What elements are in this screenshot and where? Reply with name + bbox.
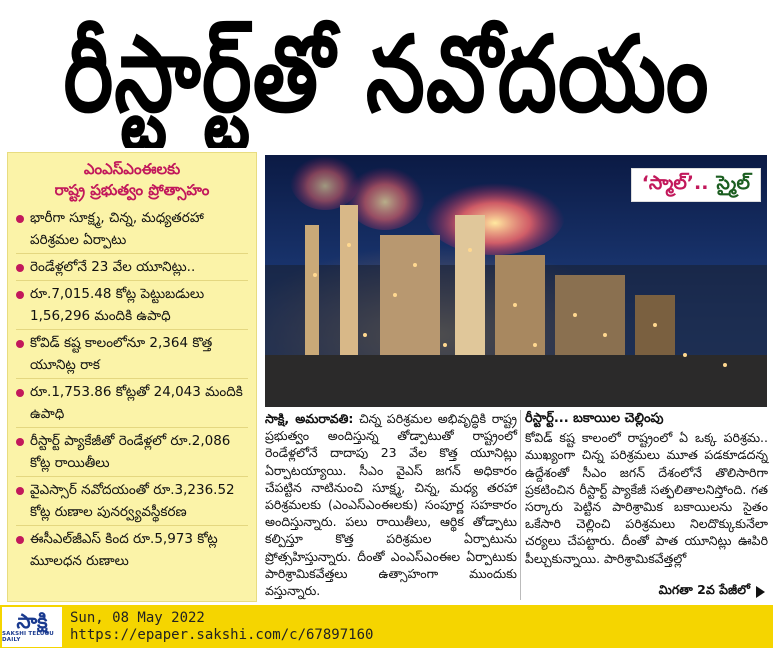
- footer-bar: [0, 605, 773, 648]
- epaper-url[interactable]: https://epaper.sakshi.com/c/67897160: [70, 626, 374, 643]
- highlights-box: [7, 152, 257, 602]
- list-item-text: రెండేళ్లలోనే 23 వేల యూనిట్లు..: [30, 259, 196, 275]
- bullet-icon: [16, 264, 24, 272]
- highlights-title-line1: ఎంఎస్‌ఎంఈలకు: [83, 160, 181, 178]
- dateline: సాక్షి, అమరావతి:: [265, 411, 354, 426]
- headline-text: రీస్టార్ట్‌తో నవోదయం: [63, 12, 710, 136]
- article-right-body: కోవిడ్‌ కష్ట కాలంలో రాష్ట్రంలో ఏ ఒక్క పరిశ్రమ.. ముఖ్యంగా చిన్న పరిశ్రమలు మూత పడకూడదన్న ఉద్దేశంతో సీఎం జగన్‌ దేశంలోనే తొలిసారిగా ప్రకటించిన రీస్టార్ట్‌ ప్యాకేజీ సత్ఫలితాలనిస్తోంది. గత సర్కారు పెట్టిన పారిశ్రామిక బకాయిలను సైతం ఒకేసారి చెల్లించి పరిశ్రమలు నిలదొక్కుకునేలా చర్యలు చేపట్టారు. దీంతో పాత యూనిట్లు ఊపిరి పీల్చుకున్నాయి. పారిశ్రామికవేత్తల్లో: [525, 430, 768, 566]
- list-item-text: రూ.1,753.86 కోట్లతో 24,043 మందికి ఉపాధి: [30, 384, 243, 422]
- list-item-text: రూ.7,015.48 కోట్ల పెట్టుబడులు 1,56,296 మందికి ఉపాధి: [30, 286, 205, 324]
- badge-text-small: ‘స్మాల్‌’..: [641, 171, 709, 194]
- highlights-title: [16, 159, 248, 201]
- bullet-icon: [16, 215, 24, 223]
- list-item-text: ఈసీఎల్‌జీఎస్‌ కింద రూ.5,973 కోట్ల మూలధన రుణాలు: [30, 531, 218, 569]
- highlights-list: [16, 207, 248, 574]
- continued-text: మిగతా 2వ పేజీలో: [658, 582, 750, 597]
- bullet-icon: [16, 389, 24, 397]
- highlights-title-line2: రాష్ట్ర ప్రభుత్వం ప్రోత్సాహం: [54, 181, 210, 199]
- bullet-icon: [16, 340, 24, 348]
- article-right: [525, 410, 768, 567]
- list-item: [16, 430, 248, 477]
- list-item-text: కోవిడ్‌ కష్ట కాలంలోనూ 2,364 కొత్త యూనిట్ల రాక: [30, 335, 213, 373]
- bullet-icon: [16, 291, 24, 299]
- list-item: [16, 479, 248, 526]
- logo-text: సాక్షి: [16, 608, 48, 633]
- play-arrow-icon: [756, 586, 765, 598]
- publication-date: Sun, 08 May 2022: [70, 609, 205, 626]
- list-item: [16, 332, 248, 379]
- list-item-text: భారీగా సూక్ష్మ, చిన్న, మధ్యతరహా పరిశ్రమల ఏర్పాటు: [30, 210, 204, 248]
- photo-caption-badge: [631, 168, 761, 202]
- list-item: [16, 283, 248, 330]
- list-item: [16, 381, 248, 428]
- article-left-body: చిన్న పరిశ్రమల అభివృద్ధికి రాష్ట్ర ప్రభుత్వం అందిస్తున్న తోడ్పాటుతో రాష్ట్రంలో రెండేళ్లలోనే దాదాపు 23 వేల కొత్త యూనిట్లు ఏర్పాటయ్యాయి. సీఎం వైఎస్‌ జగన్‌ అధికారం చేపట్టిన నాటినుంచి సూక్ష్మ, చిన్న, మధ్య తరహా పరిశ్రమలకు (ఎంఎస్‌ఎంఈలకు) సంపూర్ణ సహకారం అందిస్తున్నారు. పలు రాయితీలు, ఆర్థిక తోడ్పాటు కల్పిస్తూ కొత్త పరిశ్రమల ఏర్పాటును ప్రోత్సహిస్తున్నారు. దీంతో ఎంఎస్‌ఎంఈల ఏర్పాటుకు పారిశ్రామికవేత్తలు ఉత్సాహంగా ముందుకు వస్తున్నారు.: [265, 411, 517, 599]
- industrial-plant-photo: [265, 155, 767, 407]
- badge-text-smile: స్మైల్‌: [716, 171, 750, 194]
- article-left: [265, 410, 517, 599]
- column-divider: [520, 410, 521, 600]
- bullet-icon: [16, 487, 24, 495]
- list-item: [16, 207, 248, 254]
- headline: [0, 0, 773, 148]
- list-item: [16, 528, 248, 574]
- footer-info: [70, 610, 373, 644]
- continued-link[interactable]: [659, 582, 765, 601]
- article-right-subhead: రీస్టార్ట్‌... బకాయిల చెల్లింపు: [525, 411, 664, 426]
- bullet-icon: [16, 438, 24, 446]
- bullet-icon: [16, 536, 24, 544]
- list-item: [16, 256, 248, 281]
- sakshi-logo: [2, 607, 62, 647]
- list-item-text: రీస్టార్ట్‌ ప్యాకేజీతో రెండేళ్లలో రూ.2,086 కోట్ల రాయితీలు: [30, 433, 231, 471]
- list-item-text: వైఎస్సార్‌ నవోదయంతో రూ.3,236.52 కోట్ల రుణాల పునర్వ్యవస్థీకరణ: [30, 482, 235, 520]
- logo-subtext: SAKSHI TELUGU DAILY: [2, 630, 54, 643]
